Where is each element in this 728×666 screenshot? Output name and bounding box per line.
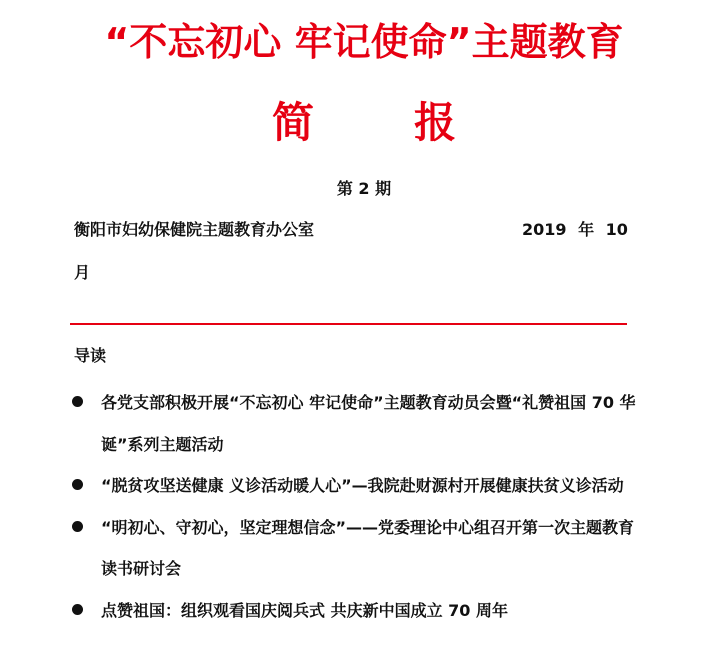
newsletter-title: “不忘初心 牢记使命”主题教育 <box>104 20 624 64</box>
bullet-icon <box>72 604 83 615</box>
red-divider <box>70 323 627 325</box>
issue-date-month: 月 <box>74 263 91 282</box>
bullet-icon <box>72 396 83 407</box>
guide-item-text: “明初心、守初心，坚定理想信念”——党委理论中心组召开第一次主题教育读书研讨会 <box>101 517 635 578</box>
guide-item-text: 各党支部积极开展“不忘初心 牢记使命”主题教育动员会暨“礼赞祖国 70 华诞”系列主题活动 <box>101 393 636 454</box>
guide-list-item[interactable] <box>72 382 637 465</box>
guide-list <box>72 382 637 631</box>
guide-list-item[interactable] <box>72 507 637 590</box>
guide-list-item[interactable] <box>72 465 637 507</box>
guide-heading: 导读 <box>74 346 107 365</box>
subtitle-right-char: 报 <box>414 98 457 147</box>
guide-item-text: 点赞祖国：组织观看国庆阅兵式 共庆新中国成立 70 周年 <box>101 600 508 620</box>
bullet-icon <box>72 479 83 490</box>
subtitle-left-char: 简 <box>271 98 314 147</box>
guide-item-text: “脱贫攻坚送健康 义诊活动暖人心”—我院赴财源村开展健康扶贫义诊活动 <box>101 476 624 495</box>
issue-date-year: 2019 年 10 <box>522 220 628 239</box>
guide-list-item[interactable] <box>72 590 637 632</box>
newsletter-subtitle <box>0 95 728 151</box>
bullet-icon <box>72 521 83 532</box>
issuing-office: 衡阳市妇幼保健院主题教育办公室 <box>74 220 315 239</box>
issue-number: 第 2 期 <box>336 179 392 198</box>
